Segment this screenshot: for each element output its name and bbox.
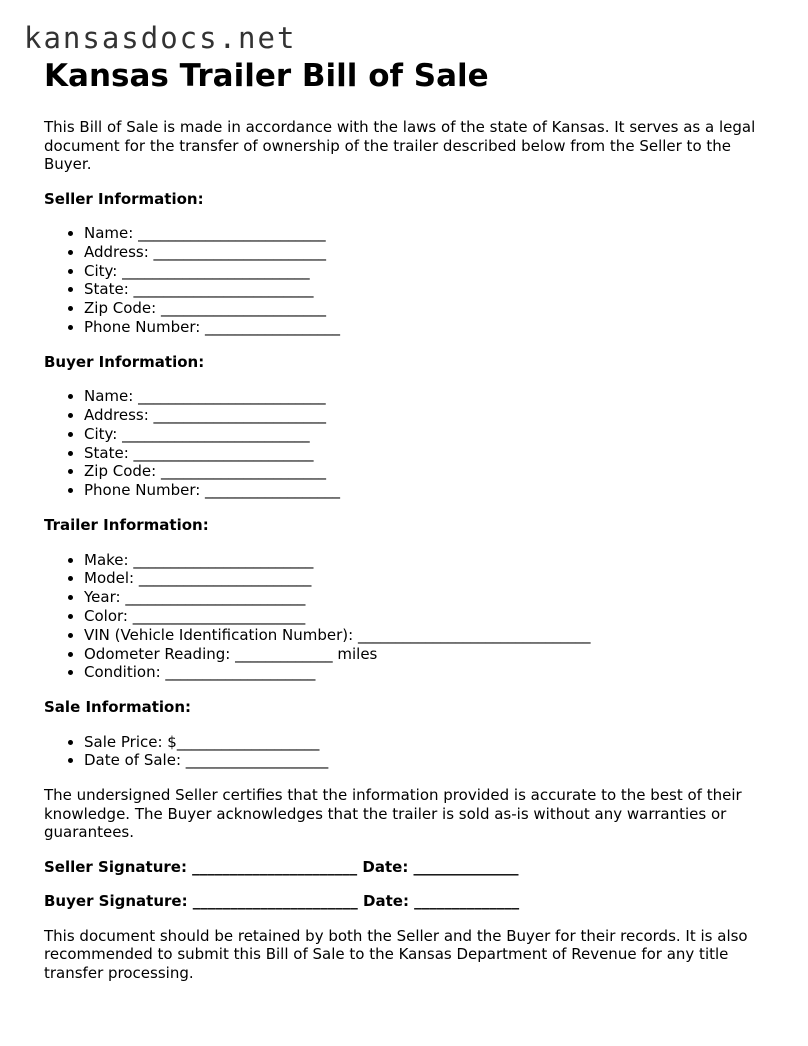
buyer-city-field: • City: _________________________ — [84, 425, 774, 444]
trailer-heading: Trailer Information: — [44, 516, 209, 535]
seller-heading: Seller Information: — [44, 189, 204, 208]
sale-heading: Sale Information: — [44, 698, 191, 717]
seller-info-list — [44, 224, 774, 337]
trailer-color-field: • Color: _______________________ — [84, 607, 774, 626]
intro-paragraph: This Bill of Sale is made in accordance with the laws of the state of Kansas. It serves as a legal document for the transfer of ownership of the trailer described below from the Seller to the Buyer. — [44, 118, 756, 173]
seller-phone-field: • Phone Number: __________________ — [84, 318, 774, 337]
trailer-condition-field: • Condition: ____________________ — [84, 663, 774, 682]
buyer-zip-field: • Zip Code: ______________________ — [84, 462, 774, 481]
buyer-signature-line: Buyer Signature: ______________________ Date: ______________ — [44, 892, 520, 911]
trailer-odometer-field: • Odometer Reading: _____________ miles — [84, 645, 774, 664]
trailer-model-field: • Model: _______________________ — [84, 569, 774, 588]
buyer-address-field: • Address: _______________________ — [84, 406, 774, 425]
seller-zip-field: • Zip Code: ______________________ — [84, 299, 774, 318]
trailer-info-list — [44, 551, 774, 683]
document-title: Kansas Trailer Bill of Sale — [44, 58, 489, 94]
sale-date-field: • Date of Sale: ___________________ — [84, 751, 774, 770]
seller-signature-line: Seller Signature: ______________________ Date: ______________ — [44, 857, 519, 876]
seller-city-field: • City: _________________________ — [84, 262, 774, 281]
sale-price-field: • Sale Price: $___________________ — [84, 733, 774, 752]
buyer-heading: Buyer Information: — [44, 352, 205, 371]
document-body — [44, 58, 774, 998]
certification-paragraph: The undersigned Seller certifies that the information provided is accurate to the best of their knowledge. The Buyer acknowledges that the trailer is sold as-is without any warranties or guarantees. — [44, 786, 742, 842]
buyer-phone-field: • Phone Number: __________________ — [84, 481, 774, 500]
buyer-name-field: • Name: _________________________ — [84, 387, 774, 406]
seller-name-field: • Name: _________________________ — [84, 224, 774, 243]
closing-paragraph: This document should be retained by both the Seller and the Buyer for their records. It is also recommended to submit this Bill of Sale to the Kansas Department of Revenue for any title transfer processing. — [44, 926, 748, 982]
seller-address-field: • Address: _______________________ — [84, 243, 774, 262]
trailer-vin-field: • VIN (Vehicle Identification Number): _______________________________ — [84, 626, 774, 645]
buyer-state-field: • State: ________________________ — [84, 444, 774, 463]
trailer-year-field: • Year: ________________________ — [84, 588, 774, 607]
seller-state-field: • State: ________________________ — [84, 280, 774, 299]
watermark: kansasdocs.net — [24, 21, 297, 55]
buyer-info-list — [44, 387, 774, 500]
trailer-make-field: • Make: ________________________ — [84, 551, 774, 570]
sale-info-list — [44, 733, 774, 771]
